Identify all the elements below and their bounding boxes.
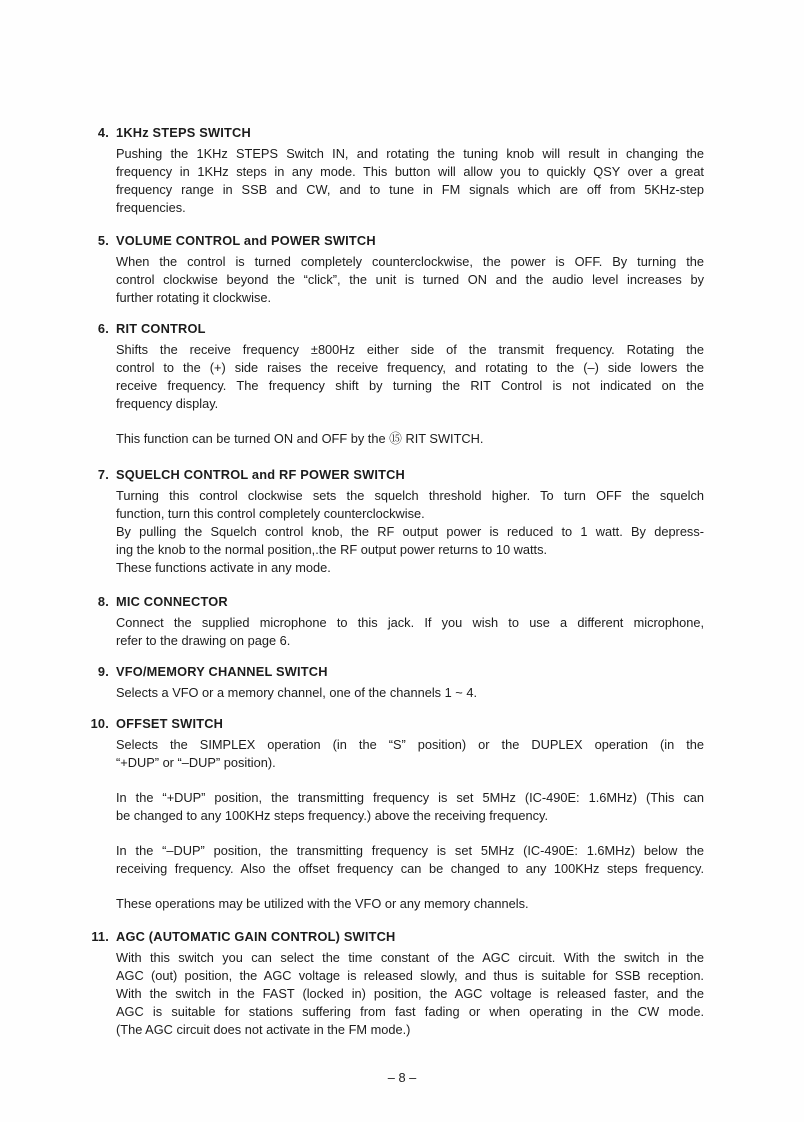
body-line: By pulling the Squelch control knob, the RF output power is reduced to 1 watt. By depress-	[116, 524, 704, 539]
body-line: Selects a VFO or a memory channel, one of the channels 1 ~ 4.	[116, 685, 477, 700]
body-line: further rotating it clockwise.	[116, 290, 272, 305]
section-title: VOLUME CONTROL and POWER SWITCH	[116, 233, 376, 248]
body-line: frequencies.	[116, 200, 186, 215]
paragraph	[116, 736, 704, 772]
section-rit-control	[97, 320, 704, 448]
section-number: 8.	[97, 594, 109, 609]
body-line: control to the (+) side raises the receive frequency, and rotating to the (–) side lowers the	[116, 360, 704, 375]
body-line: In the “–DUP” position, the transmitting frequency is set 5MHz (IC-490E: 1.6MHz) below the	[116, 843, 704, 858]
section-title: MIC CONNECTOR	[116, 594, 228, 609]
section-heading	[97, 124, 704, 142]
section-number: 6.	[97, 321, 109, 336]
section-number: 7.	[97, 467, 109, 482]
body-line: receiving frequency. Also the offset frequency can be changed to any 100KHz steps frequency.	[116, 861, 704, 876]
page-number: – 8 –	[387, 1070, 417, 1085]
body-line: Pushing the 1KHz STEPS Switch IN, and rotating the tuning knob will result in changing the	[116, 146, 704, 161]
section-number: 11.	[91, 929, 109, 944]
body-line: be changed to any 100KHz steps frequency.) above the receiving frequency.	[116, 808, 549, 823]
section-title: 1KHz STEPS SWITCH	[116, 125, 251, 140]
section-heading	[90, 715, 704, 733]
section-title: RIT CONTROL	[116, 321, 206, 336]
body-line: “+DUP” or “–DUP” position).	[116, 755, 276, 770]
body-line: These operations may be utilized with the VFO or any memory channels.	[116, 896, 529, 911]
paragraph	[116, 253, 704, 307]
section-title: OFFSET SWITCH	[116, 716, 224, 731]
body-line: With this switch you can select the time constant of the AGC circuit. With the switch in the	[116, 950, 704, 965]
paragraph	[116, 949, 704, 1039]
section-1khz-steps-switch	[97, 124, 704, 217]
body-line: This function can be turned ON and OFF by the ⑮ RIT SWITCH.	[116, 431, 484, 446]
section-number: 10.	[90, 716, 109, 731]
paragraph	[116, 487, 704, 577]
section-title: VFO/MEMORY CHANNEL SWITCH	[116, 664, 328, 679]
section-vfo-memory-channel-switch	[97, 663, 704, 702]
section-title: AGC (AUTOMATIC GAIN CONTROL) SWITCH	[116, 929, 396, 944]
section-title: SQUELCH CONTROL and RF POWER SWITCH	[116, 467, 405, 482]
section-volume-control-power-switch	[97, 232, 704, 307]
body-line: Turning this control clockwise sets the squelch threshold higher. To turn OFF the squelch	[116, 488, 704, 503]
paragraph	[116, 430, 704, 448]
section-heading	[97, 663, 704, 681]
section-offset-switch	[90, 715, 704, 913]
section-agc-switch	[91, 928, 704, 1039]
section-heading	[97, 466, 704, 484]
section-mic-connector	[97, 593, 704, 650]
body-line: Connect the supplied microphone to this jack. If you wish to use a different microphone,	[116, 615, 704, 630]
body-line: With the switch in the FAST (locked in) position, the AGC voltage is released faster, and the	[116, 986, 704, 1001]
body-line: (The AGC circuit does not activate in the FM mode.)	[116, 1022, 411, 1037]
body-line: ing the knob to the normal position,.the RF output power returns to 10 watts.	[116, 542, 548, 557]
section-number: 4.	[97, 125, 109, 140]
body-line: function, turn this control completely counterclockwise.	[116, 506, 425, 521]
paragraph	[116, 341, 704, 413]
section-heading	[97, 320, 704, 338]
body-line: AGC is suitable for stations suffering from fast fading or when operating in the CW mode.	[116, 1004, 704, 1019]
paragraph	[116, 895, 704, 913]
paragraph	[116, 684, 704, 702]
paragraph	[116, 789, 704, 825]
body-line: Selects the SIMPLEX operation (in the “S” position) or the DUPLEX operation (in the	[116, 737, 704, 752]
body-line: frequency range in SSB and CW, and to tune in FM signals which are off from 5KHz-step	[116, 182, 704, 197]
paragraph	[116, 842, 704, 878]
paragraph	[116, 614, 704, 650]
paragraph	[116, 145, 704, 217]
section-number: 5.	[97, 233, 109, 248]
body-line: Shifts the receive frequency ±800Hz either side of the transmit frequency. Rotating the	[116, 342, 704, 357]
body-line: These functions activate in any mode.	[116, 560, 331, 575]
section-squelch-control-rf-power-switch	[97, 466, 704, 577]
body-line: refer to the drawing on page 6.	[116, 633, 291, 648]
section-number: 9.	[97, 664, 109, 679]
body-line: In the “+DUP” position, the transmitting frequency is set 5MHz (IC-490E: 1.6MHz) (This can	[116, 790, 704, 805]
body-line: frequency display.	[116, 396, 219, 411]
section-heading	[97, 593, 704, 611]
section-heading	[97, 232, 704, 250]
body-line: frequency in 1KHz steps in any mode. This button will allow you to quickly QSY over a great	[116, 164, 704, 179]
body-line: When the control is turned completely counterclockwise, the power is OFF. By turning the	[116, 254, 704, 269]
section-heading	[91, 928, 704, 946]
body-line: receive frequency. The frequency shift by turning the RIT Control is not indicated on the	[116, 378, 704, 393]
body-line: AGC (out) position, the AGC voltage is released slowly, and thus is suitable for SSB reception.	[116, 968, 704, 983]
body-line: control clockwise beyond the “click”, the unit is turned ON and the audio level increases by	[116, 272, 704, 287]
